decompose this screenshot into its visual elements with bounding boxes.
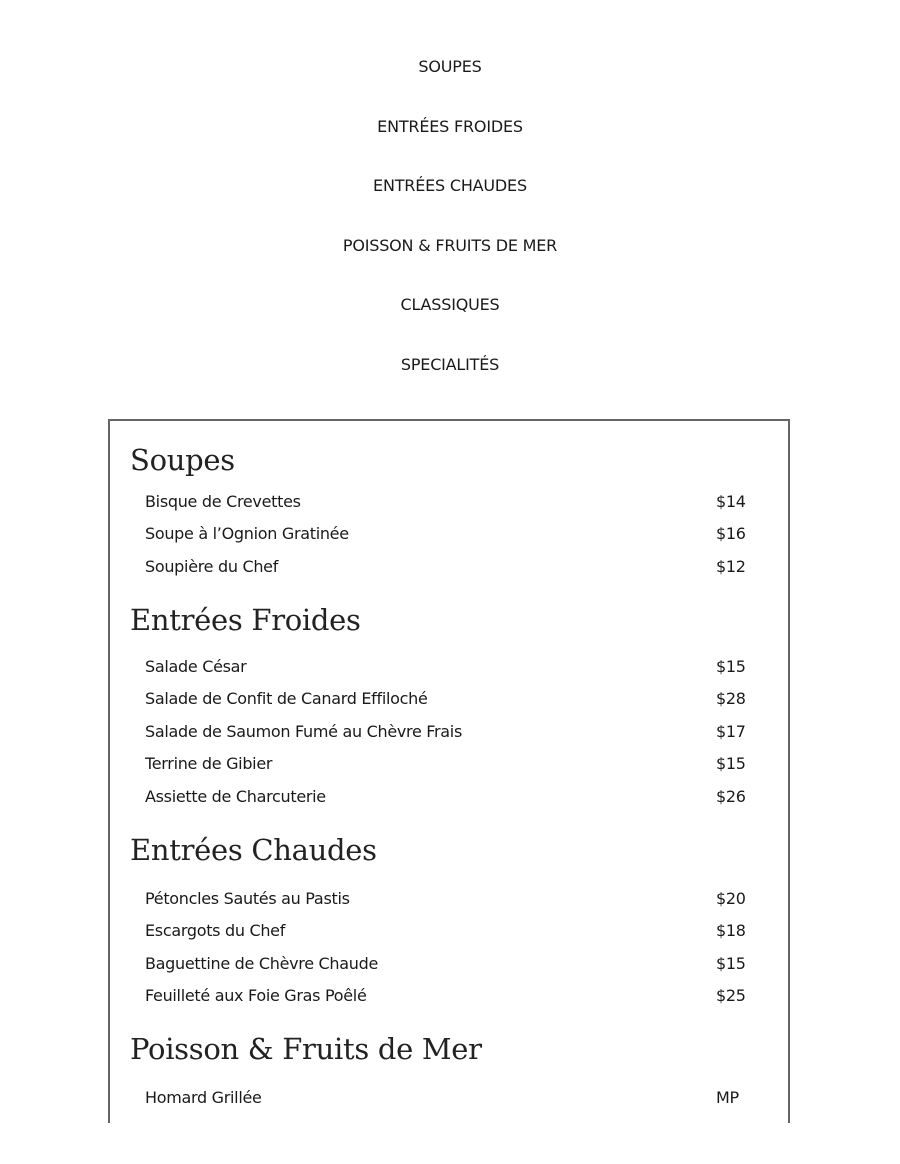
item-name: Homard Grillée — [145, 1088, 262, 1107]
menu-item — [145, 687, 765, 711]
menu-item — [145, 1086, 765, 1110]
nav-link-specialites[interactable] — [0, 355, 900, 375]
section-title-soupes: Soupes — [130, 443, 235, 477]
item-name: Terrine de Gibier — [145, 754, 273, 773]
section-title-entrees-chaudes: Entrées Chaudes — [130, 833, 377, 867]
nav-link-entrees-froides[interactable] — [0, 117, 900, 137]
item-price: $15 — [716, 954, 746, 973]
nav-link-label: ENTRÉES FROIDES — [377, 117, 523, 136]
nav-link-entrees-chaudes[interactable] — [0, 176, 900, 196]
item-price: $15 — [716, 754, 746, 773]
item-price: $25 — [716, 986, 746, 1005]
menu-item — [145, 655, 765, 679]
item-price: $28 — [716, 689, 746, 708]
item-price: $14 — [716, 492, 746, 511]
menu-item — [145, 887, 765, 911]
item-name: Salade de Saumon Fumé au Chèvre Frais — [145, 722, 462, 741]
item-name: Bisque de Crevettes — [145, 492, 301, 511]
menu-item — [145, 952, 765, 976]
item-price: $18 — [716, 921, 746, 940]
section-title-poisson-fruits-de-mer: Poisson & Fruits de Mer — [130, 1032, 482, 1066]
menu-card — [108, 419, 790, 1123]
nav-link-label: SPECIALITÉS — [400, 355, 500, 374]
menu-item — [145, 919, 765, 943]
section-title-entrees-froides: Entrées Froides — [130, 603, 361, 637]
item-name: Salade César — [145, 657, 247, 676]
item-name: Soupe à l’Ognion Gratinée — [145, 524, 349, 543]
item-name: Baguettine de Chèvre Chaude — [145, 954, 379, 973]
menu-item — [145, 785, 765, 809]
item-price: $16 — [716, 524, 746, 543]
item-price: $15 — [716, 657, 746, 676]
item-name: Salade de Confit de Canard Effiloché — [145, 689, 428, 708]
item-price: $26 — [716, 787, 746, 806]
nav-link-soupes[interactable] — [0, 57, 900, 77]
item-price: $12 — [716, 557, 746, 576]
menu-item — [145, 555, 765, 579]
nav-link-label: SOUPES — [418, 57, 482, 76]
item-name: Pétoncles Sautés au Pastis — [145, 889, 350, 908]
item-name: Feuilleté aux Foie Gras Poêlé — [145, 986, 367, 1005]
nav-link-poisson-fruits-de-mer[interactable] — [0, 236, 900, 256]
nav-link-classiques[interactable] — [0, 295, 900, 315]
menu-item — [145, 522, 765, 546]
menu-item — [145, 984, 765, 1008]
item-name: Assiette de Charcuterie — [145, 787, 326, 806]
item-price: $20 — [716, 889, 746, 908]
item-price: $17 — [716, 722, 746, 741]
menu-item — [145, 490, 765, 514]
menu-item — [145, 752, 765, 776]
nav-link-label: CLASSIQUES — [400, 295, 500, 314]
item-name: Escargots du Chef — [145, 921, 286, 940]
nav-link-label: ENTRÉES CHAUDES — [373, 176, 527, 195]
item-name: Soupière du Chef — [145, 557, 279, 576]
menu-item — [145, 720, 765, 744]
nav-link-label: POISSON & FRUITS DE MER — [342, 236, 558, 255]
item-price: MP — [716, 1088, 739, 1107]
